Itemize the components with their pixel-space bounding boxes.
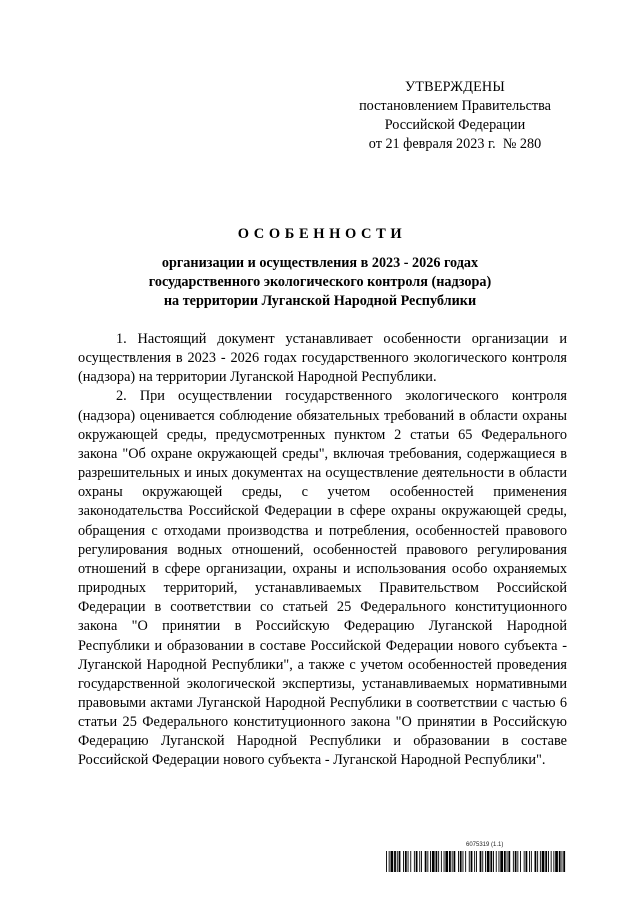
paragraph-1: 1. Настоящий документ устанавливает особенности организации и осуществления в 2023 - 2026 годах государственного экологического контроля (надзора) на территории Луганской Народной Республики. [78, 331, 567, 386]
barcode-bar [482, 851, 483, 872]
barcode-bar [458, 851, 459, 872]
barcode-bar [419, 851, 420, 872]
barcode-bar [542, 851, 545, 872]
barcode-bar [391, 851, 394, 872]
barcode-bar [438, 851, 439, 872]
paragraph-2: 2. При осуществлении государственного экологического контроля (надзора) оценивается соблюдение обязательных требований в области охраны окружающей среды, предусмотренных пунктом 2 статьи 65 Федерального закона "Об охране окружающей среды", включая требования, содержащиеся в разрешительных и иных документах на осуществление деятельности в области охраны окружающей среды, с учетом особенностей применения законодательства Российской Федерации в сфере охраны окружающей среды, обращения с отходами производства и потребления, особенностей правового регулирования водных отношений, особенностей правового регулирования отношений в сфере организации, охраны и использования особо охраняемых природных территорий, устанавливаемых Правительством Российской Федерации в соответствии со статьей 25 Федерального конституционного закона "О принятии в Российскую Федерацию Луганской Народной Республики и образовании в составе Российской Федерации нового субъекта - Луганской Народной Республики", а также с учетом особенностей проведения государственной экологической экспертизы, устанавливаемых нормативными правовыми актами Луганской Народной Республики в соответствии с частью 6 статьи 25 Федерального конституционного закона "О принятии в Российскую Федерацию Луганской Народной Республики и образовании в составе Российской Федерации нового субъекта - Луганской Народной Республики". [78, 388, 567, 769]
barcode-bar [535, 851, 537, 872]
barcode-bar [474, 851, 475, 872]
barcode-bar [507, 851, 508, 872]
barcode-bar [548, 851, 549, 872]
barcode-bar [487, 851, 490, 872]
barcode-bar [500, 851, 503, 872]
document-title-block [80, 224, 560, 311]
barcode-bar [515, 851, 517, 872]
barcode-bar [555, 851, 558, 872]
barcode-bar [520, 851, 521, 872]
barcode-bar [551, 851, 552, 872]
barcode-bar [441, 851, 442, 872]
barcode-bar [490, 851, 492, 872]
barcode-bar [445, 851, 448, 872]
barcode-bar [454, 851, 456, 872]
barcode-bar [508, 851, 510, 872]
document-heading: ОСОБЕННОСТИ [237, 226, 407, 242]
barcode-bar [449, 851, 451, 872]
document-body [78, 330, 567, 771]
barcode-bar [469, 851, 470, 872]
barcode-bar [517, 851, 518, 872]
barcode-bar [427, 851, 428, 872]
barcode-bar [410, 851, 411, 872]
barcode-bar [414, 851, 415, 872]
barcode-bar [499, 851, 500, 872]
barcode-bar [553, 851, 554, 872]
barcode-bar [403, 851, 404, 872]
barcode-bar [394, 851, 396, 872]
approval-line-2: Российской Федерации [384, 117, 526, 133]
barcode-bar [421, 851, 422, 872]
barcode-bar [460, 851, 462, 872]
barcode-bar [485, 851, 486, 872]
barcode-bar [452, 851, 453, 872]
document-subtitle-line-2: государственного экологического контроля (надзора) [148, 274, 492, 290]
document-code: 6075319 (1.1) [466, 842, 504, 848]
barcode-bar [416, 851, 418, 872]
barcode-bar [405, 851, 407, 872]
barcode-bar [504, 851, 506, 872]
barcode-bar [531, 851, 532, 872]
barcode-image [386, 851, 566, 872]
document-subtitle-line-3: на территории Луганской Народной Республики [163, 293, 477, 309]
barcode-bar [559, 851, 561, 872]
barcode-bar [529, 851, 530, 872]
barcode-bar [465, 851, 466, 872]
barcode-bar [386, 851, 387, 872]
barcode-bar [563, 851, 565, 872]
barcode-bar [496, 851, 497, 872]
barcode-bar [463, 851, 464, 872]
barcode-bar [425, 851, 427, 872]
barcode-bar [408, 851, 409, 872]
barcode-bar [545, 851, 547, 872]
barcode-bar [493, 851, 494, 872]
approval-line-1: постановлением Правительства [359, 98, 551, 114]
barcode-bar [537, 851, 538, 872]
approval-stamp [340, 78, 570, 154]
barcode-bar [399, 851, 401, 872]
barcode-bar [513, 851, 514, 872]
barcode-bar [444, 851, 445, 872]
barcode-bar [540, 851, 541, 872]
approved-label: УТВЕРЖДЕНЫ [405, 79, 505, 95]
barcode-bar [562, 851, 563, 872]
barcode-bar [526, 851, 528, 872]
barcode-bar [471, 851, 473, 872]
barcode-bar [397, 851, 398, 872]
barcode-bar [476, 851, 477, 872]
barcode-bar [436, 851, 438, 872]
barcode-bar [430, 851, 431, 872]
approval-date-number: от 21 февраля 2023 г. № 280 [368, 136, 542, 152]
barcode-bar [432, 851, 435, 872]
barcode-bar [480, 851, 482, 872]
barcode-bar [524, 851, 525, 872]
barcode-bar [389, 851, 390, 872]
document-subtitle-line-1: организации и осуществления в 2023 - 2026 годах [161, 255, 479, 271]
